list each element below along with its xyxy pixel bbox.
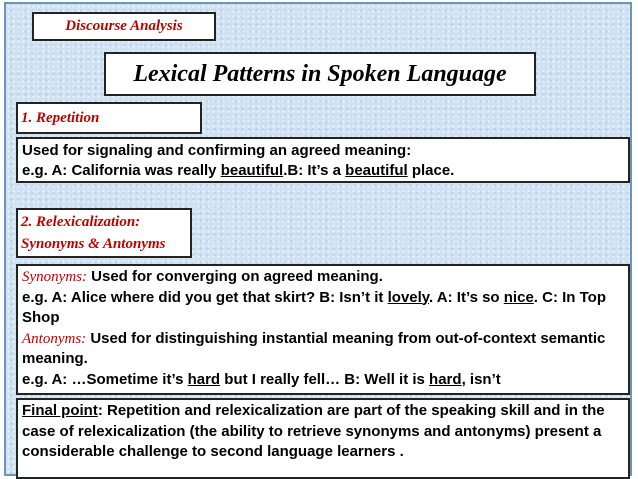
- example-keyword: hard: [187, 370, 221, 388]
- example-keyword: hard: [429, 370, 462, 388]
- final-point-label: Final point: [22, 402, 98, 419]
- antonyms-label: Antonyms:: [22, 330, 87, 347]
- relexicalization-heading: [16, 208, 192, 258]
- course-label: [32, 12, 216, 41]
- repetition-example: [22, 161, 624, 181]
- example-prefix: e.g. A: Alice where did you get that skirt? B: Isn’t it: [22, 288, 388, 306]
- page-title: [104, 52, 536, 96]
- course-label-text: Discourse Analysis: [65, 18, 183, 34]
- example-prefix: e.g. A: California was really: [22, 162, 221, 179]
- example-suffix: . C: In Top Shop: [22, 288, 606, 326]
- example-keyword: beautiful: [220, 162, 284, 179]
- synonyms-paragraph: [22, 267, 624, 288]
- example-prefix: e.g. A: …Sometime it’s: [22, 370, 188, 388]
- relexicalization-box: [16, 264, 630, 395]
- example-suffix: place.: [407, 162, 455, 179]
- example-keyword: lovely: [387, 288, 430, 306]
- repetition-heading-text: 1. Repetition: [21, 110, 100, 126]
- synonyms-example: [22, 288, 624, 329]
- page-title-text: Lexical Patterns in Spoken Language: [133, 61, 507, 87]
- synonyms-description: Used for converging on agreed meaning.: [86, 268, 383, 285]
- slide-background: [4, 2, 632, 476]
- final-point-box: [16, 398, 630, 479]
- repetition-heading: [16, 102, 202, 134]
- antonyms-paragraph: [22, 329, 624, 370]
- example-keyword: nice: [503, 288, 534, 306]
- final-point-text: : Repetition and relexicalization are part of the speaking skill and in the case of relexicalization (the ability to retrieve synonyms and antonyms) present a considerable challenge to second language learners .: [22, 402, 605, 460]
- example-suffix: , isn’t: [461, 370, 501, 388]
- repetition-description: Used for signaling and confirming an agreed meaning:: [22, 142, 412, 159]
- antonyms-example: [22, 370, 624, 391]
- relexicalization-heading-line1: 2. Relexicalization:: [21, 214, 141, 230]
- example-middle: but I really fell… B: Well it is: [220, 370, 430, 388]
- relexicalization-heading-line2: Synonyms & Antonyms: [21, 236, 166, 252]
- example-middle: . A: It’s so: [429, 288, 504, 306]
- repetition-box: [16, 137, 630, 183]
- antonyms-description: Used for distinguishing instantial meaning from out-of-context semantic meaning.: [22, 329, 606, 367]
- example-middle: .B: It’s a: [283, 162, 346, 179]
- example-keyword: beautiful: [345, 162, 408, 179]
- synonyms-label: Synonyms:: [22, 269, 87, 285]
